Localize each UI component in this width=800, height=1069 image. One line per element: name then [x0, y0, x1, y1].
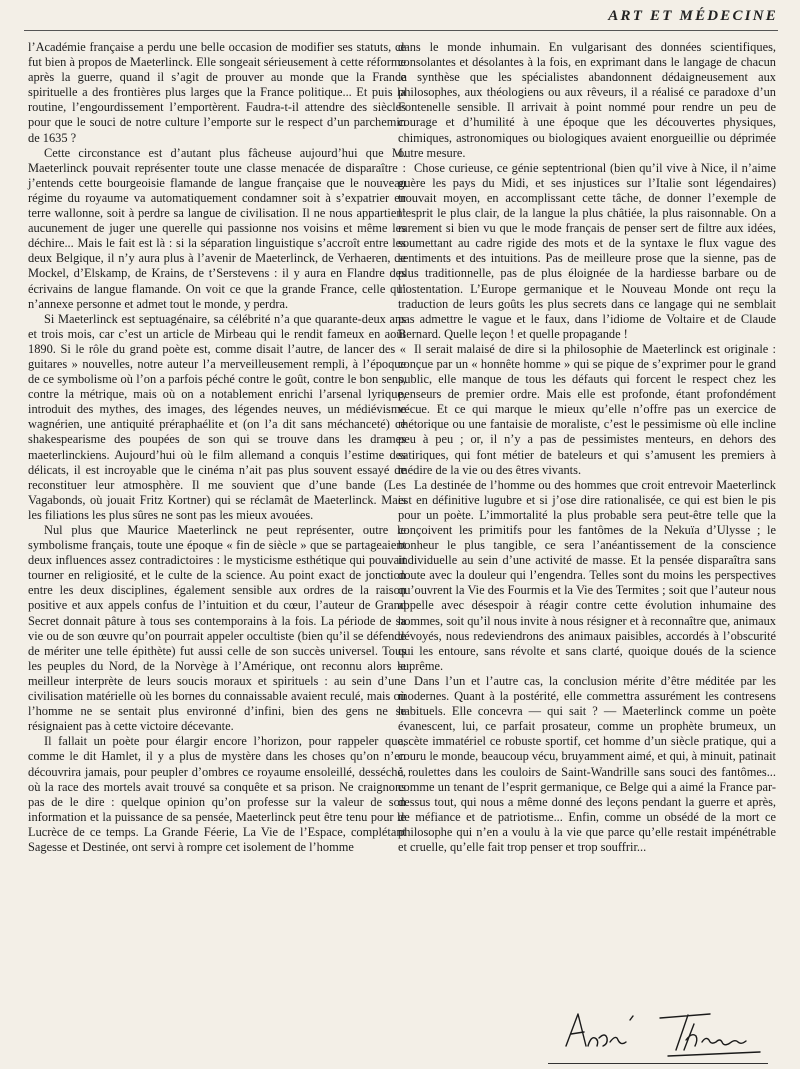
right-column	[398, 40, 776, 855]
running-header: ART ET MÉDECINE	[608, 8, 778, 24]
paragraph: Il serait malaisé de dire si la philosophie de Maeterlinck est originale : conçue par un « honnête homme » qui se pique de s’exprimer pour le grand public, elle manque de tous les défauts qui forcent le respect chez les penseurs de premier ordre. Mais elle est profonde, étant profondément vécue. Et ce qui marque le mieux qu’elle n’offre pas un exercice de rhétorique ou une fantaisie de moraliste, c’est le pessimisme où elle incline peu à peu ; or, il n’y a pas de pessimistes menteurs, en dehors des satiriques, qui font métier de bateleurs et qui s’amusent les premiers à médire de la vie ou des êtres vivants.	[398, 341, 776, 477]
signature-rule	[548, 1063, 768, 1064]
paragraph: dans le monde inhumain. En vulgarisant des données scientifiques, consolantes et désolantes à la fois, en exprimant dans le langage de chacun la synthèse que les spécialistes abandonnent dédaigneusement aux philosophes, aux théologiens ou aux rêveurs, il a réalisé ce paradoxe d’un Fontenelle sensible. Il arrivait à point nommé pour rendre un peu de courage et d’humilité à une époque que les découvertes physiques, chimiques, astronomiques ou biologiques avaient enorgueillie ou déprimée outre mesure.	[398, 40, 776, 160]
paragraph: Nul plus que Maurice Maeterlinck ne peut représenter, outre le symbolisme français, toute une époque « fin de siècle » que se partageaient deux influences assez contradictoires : le mysticisme esthétique qui pouvait tourner en religiosité, et le culte de la science. Au point exact de jonction entre les deux disciplines, également sensible aux ordres de la raison positive et aux appels confus de l’intuition et du cœur, l’auteur de Grand Secret donnait pâture à tous ses contemporains à la fois. La période de sa vie ou de son œuvre qu’on pourrait appeler occultiste (bien qu’il se défende de mériter une telle épithète) fut aussi celle de son succès universel. Tous les peuples du Nord, de la Norvège à l’Amérique, ont reconnu alors le meilleur interprète de leurs soucis moraux et spirituels : au sein d’une civilisation matérielle où les bornes du connaissable avaient reculé, mais où l’homme ne se sentait plus environné d’infini, bien des gens ne se résignaient pas à cette victoire décevante.	[28, 523, 406, 734]
left-column	[28, 40, 406, 855]
paragraph: Il fallait un poète pour élargir encore l’horizon, pour rappeler que, comme le dit Hamlet, il y a plus de mystère dans les choses qu’on n’en découvrira jamais, pour peupler d’ombres ce royaume ensoleillé, desséché, où la race des mortels avait trouvé sa conquête et sa prison. Ne craignons pas de le dire : quelque opinion qu’on professe sur la valeur de son information et la puissance de sa pensée, Maeterlinck peut être tenu pour le Lucrèce de ce temps. La Grande Féerie, La Vie de l’Espace, complétant Sagesse et Destinée, ont servi à rompre cet isolement de l’homme	[28, 734, 406, 854]
paragraph: Cette circonstance est d’autant plus fâcheuse aujourd’hui que M. Maeterlinck pouvait représenter toute une classe menacée de disparaître : j’entends cette bourgeoisie flamande de langue française que le nouveau régime du royaume va automatiquement condamner soit à s’expatrier en terre wallonne, soit à perdre sa langue de civilisation. Il ne nous appartient aucunement de juger une querelle qui passionne nos voisins et même les déchire... Mais le fait est là : si la séparation linguistique s’accroît entre les deux Belgique, il n’y aura plus à l’avenir de Maeterlinck, de Verhaeren, de Mockel, d’Elskamp, de Krains, de t’Serstevens : il y aura en Flandre des écrivains de langue flamande. On voit ce que la grande France, celle qui n’annexe personne et admet tout le monde, y perdra.	[28, 145, 406, 311]
header-rule	[24, 30, 778, 31]
paragraph: Si Maeterlinck est septuagénaire, sa célébrité n’a que quarante-deux ans et trois mois, car c’est un article de Mirbeau qui le rendit fameux en août 1890. Si le rôle du grand poète est, comme disait l’autre, de lancer des « guitares » nouvelles, notre auteur l’a merveilleusement rempli, à l’époque de ce symbolisme où l’on a parfois péché contre le goût, contre le bon sens, contre la métrique, mais où on a notablement enrichi l’arsenal lyrique, introduit des mythes, des images, des légendes neuves, un médiévisme wagnérien, une antiquité préraphaélite et (on l’a dit sans méchanceté) ce shakespearisme des poupées de son qui se trouve dans les drames maeterlinckiens. Aujourd’hui où le film allemand a conquis l’estime des délicats, il est incroyable que le cinéma n’ait pas plus souvent essayé de reconstituer leur atmosphère. Il me souvient que d’une bande (Les Vagabonds, où jouait Fritz Kortner) qui se réclamât de Maeterlinck. Mais les filiations les plus sûres ne sont pas les mieux avouées.	[28, 311, 406, 522]
paragraph: La destinée de l’homme ou des hommes que croit entrevoir Maeterlinck est en définitive lugubre et si j’ose dire rationalisée, ce qui est bien le pis pour un poète. L’immortalité la plus probable sera peut-être telle que la conçoivent les primitifs pour les fantômes de la Nekuïa d’Ulysse ; le bonheur le plus tangible, ce sera l’anéantissement de la conscience individuelle au sein d’une activité de masse. Et la pensée disparaîtra sans doute avec la douleur qui l’engendra. Telles sont du moins les perspectives qu’ouvrent la Vie des Fourmis et la Vie des Termites ; soit que l’auteur nous appelle avec désespoir à réagir contre cette évolution inhumaine des hommes, soit qu’il nous invite à nous résigner et à reconnaître que, animaux dévoyés, nous redeviendrons des animaux paisibles, accordés à l’obscurité qui les entoure, sans révolte et sans clarté, quoique doués de la science suprême.	[398, 477, 776, 673]
paragraph: l’Académie française a perdu une belle occasion de modifier ses statuts, ce fut bien à propos de Maeterlinck. Elle songeait sérieusement à cette réforme après la guerre, quand il s’agit de prouver au monde que la France spirituelle a des frontières plus larges que la France politique... Et puis la routine, l’engourdissement l’emportèrent. Faudra-t-il attendre des siècles pour que le souci de notre culture l’emporte sur le respect d’un parchemin de 1635 ?	[28, 40, 406, 145]
handwritten-signature	[560, 1002, 770, 1064]
paragraph: Dans l’un et l’autre cas, la conclusion mérite d’être méditée par les modernes. Quant à la postérité, elle commettra assurément les contresens habituels. Elle concevra — qui sait ? — Maeterlinck comme un poète évanescent, lui, ce parfait prosateur, comme un prophète brumeux, un ascète immatériel ce robuste sportif, cet homme d’un siècle pratique, qui a couru le monde, beaucoup vécu, bruyamment aimé, et qui, à minuit, patinait à roulettes dans les couloirs de Saint-Wandrille sans souci des fantômes... comme un tenant de l’esprit germanique, ce Belge qui a aimé la France par-dessus tout, qui nous a même donné des leçons pendant la guerre et après, de méfiance et de patriotisme... Enfin, comme un obsédé de la mort ce philosophe qui n’en a voulu à la vie que parce qu’elle restait impénétrable et cruelle, qu’elle fait trop penser et trop souffrir...	[398, 673, 776, 854]
paragraph: Chose curieuse, ce génie septentrional (bien qu’il vive à Nice, il n’aime guère les pays du Midi, et ses injustices sur l’Italie sont légendaires) trouvait moyen, en accomplissant cette tâche, de donner l’exemple de l’esprit le plus clair, de la langue la plus châtiée, la plus raisonnable. On a rarement si bien vu que le mode français de penser sert de filtre aux idées, soumettant au cadre rigide des mots et de la syntaxe le flux vague des sentiments et des intuitions. Pas de meilleure prose que la sienne, pas de plus traditionnelle, pas de plus éloignée de la hardiesse barbare ou de l’ostentation. L’Europe germanique et le Nouveau Monde ont reçu la traduction de leurs goûts les plus secrets dans ce langage qui ne semblait pas admettre le vague et le faux, dans l’idiome de Voltaire et de Claude Bernard. Quelle leçon ! et quelle propagande !	[398, 160, 776, 341]
